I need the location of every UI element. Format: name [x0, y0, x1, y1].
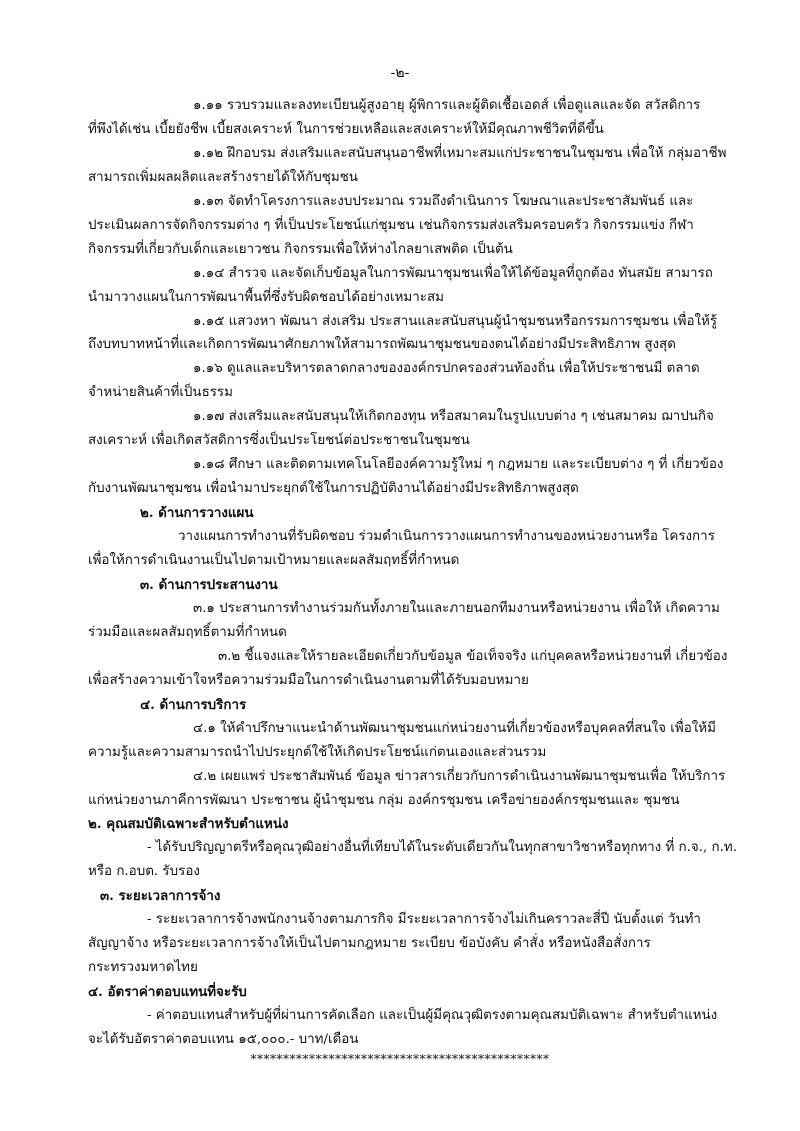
section-heading: ๒. ด้านการวางแผน	[140, 505, 254, 521]
text-line: เพื่อสร้างความเข้าใจหรือความร่วมมือในการดำเนินงานตามที่ได้รับมอบหมาย	[88, 673, 529, 688]
text-line: กระทรวงมหาดไทย	[88, 960, 198, 975]
text-line: กับงานพัฒนาชุมชน เพื่อนำมาประยุกต์ใช้ในการปฏิบัติงานได้อย่างมีประสิทธิภาพสูงสุด	[88, 481, 579, 496]
text-line: ๑.๑๔ สำรวจ และจัดเก็บข้อมูลในการพัฒนาชุมชนเพื่อให้ได้ข้อมูลที่ถูกต้อง ทันสมัย สามารถ	[193, 266, 713, 281]
text-line: ๑.๑๘ ศึกษา และติดตามเทคโนโลยีองค์ความรู้ใหม่ ๆ กฎหมาย และระเบียบต่าง ๆ ที่ เกี่ยวข้อง	[193, 457, 724, 472]
page-number: -๒-	[390, 65, 410, 81]
text-line: วางแผนการทำงานที่รับผิดชอบ ร่วมดำเนินการวางแผนการทำงานของหน่วยงานหรือ โครงการ	[178, 529, 715, 544]
section-heading: ๓. ระยะเวลาการจ้าง	[100, 888, 221, 904]
text-line: - ได้รับปริญญาตรีหรือคุณวุฒิอย่างอื่นที่เทียบได้ในระดับเดียวกันในทุกสาขาวิชาหรือทุกทาง ที่ ก.จ., ก.ท.	[147, 840, 737, 855]
text-line: ความรู้และความสามารถนำไปประยุกต์ใช้ให้เกิดประโยชน์แก่ตนเองและส่วนรวม	[88, 745, 547, 760]
text-line: ๓.๑ ประสานการทำงานร่วมกันทั้งภายในและภายนอกทีมงานหรือหน่วยงาน เพื่อให้ เกิดความ	[193, 601, 720, 616]
text-line: จะได้รับอัตราค่าตอบแทน ๑๕,๐๐๐.- บาท/เดือน	[88, 1032, 359, 1047]
text-line: แก่หน่วยงานภาคีการพัฒนา ประชาชน ผู้นำชุมชน กลุ่ม องค์กรชุมชน เครือข่ายองค์กรชุมชนและ ชุมชน	[88, 793, 680, 808]
text-line: ๑.๑๕ แสวงหา พัฒนา ส่งเสริม ประสานและสนับสนุนผู้นำชุมชนหรือกรรมการชุมชน เพื่อให้รู้	[193, 314, 718, 329]
text-line: ๔.๒ เผยแพร่ ประชาสัมพันธ์ ข้อมูล ข่าวสารเกี่ยวกับการดำเนินงานพัฒนาชุมชนเพื่อ ให้บริการ	[193, 769, 726, 784]
text-line: ๑.๑๓ จัดทำโครงการและงบประมาณ รวมถึงดำเนินการ โฆษณาและประชาสัมพันธ์ และ	[193, 194, 694, 209]
section-heading: ๒. คุณสมบัติเฉพาะสำหรับตำแหน่ง	[88, 816, 289, 832]
text-line: จำหน่ายสินค้าที่เป็นธรรม	[88, 385, 233, 400]
text-line: ๑.๑๒ ฝึกอบรม ส่งเสริมและสนับสนุนอาชีพที่เหมาะสมแก่ประชาชนในชุมชน เพื่อให้ กลุ่มอาชีพ	[193, 146, 727, 161]
text-line: ประเมินผลการจัดกิจกรรมต่าง ๆ ที่เป็นประโยชน์แก่ชุมชน เช่นกิจกรรมส่งเสริมครอบครัว กิจกรรมแข่ง กีฬา	[88, 218, 694, 233]
text-line: กิจกรรมที่เกี่ยวกับเด็กและเยาวชน กิจกรรมเพื่อให้ห่างไกลยาเสพติด เป็นต้น	[88, 242, 513, 257]
text-line: ๑.๑๖ ดูแลและบริหารตลาดกลางขององค์กรปกครองส่วนท้องถิ่น เพื่อให้ประชาชนมี ตลาด	[193, 361, 700, 376]
text-line: สามารถเพิ่มผลผลิตและสร้างรายได้ให้กับชุมชน	[88, 170, 358, 185]
text-line: ๓.๒ ชี้แจงและให้รายละเอียดเกี่ยวกับข้อมูล ข้อเท็จจริง แก่บุคคลหรือหน่วยงานที่ เกี่ยวข้อง	[218, 649, 728, 664]
section-heading: ๔. อัตราค่าตอบแทนที่จะรับ	[88, 984, 247, 1000]
text-line: ร่วมมือและผลสัมฤทธิ์ตามที่กำหนด	[88, 625, 287, 640]
end-rule: **********************************************	[250, 1052, 550, 1066]
text-line: ถึงบทบาทหน้าที่และเกิดการพัฒนาศักยภาพให้สามารถพัฒนาชุมชนของตนได้อย่างมีประสิทธิภาพ สูงสุด	[88, 337, 676, 352]
text-line: ๑.๑๗ ส่งเสริมและสนับสนุนให้เกิดกองทุน หรือสมาคมในรูปแบบต่าง ๆ เช่นสมาคม ฌาปนกิจ	[193, 409, 714, 424]
text-line: นำมาวางแผนในการพัฒนาพื้นที่ซึ่งรับผิดชอบได้อย่างเหมาะสม	[88, 290, 444, 305]
text-line: ๔.๑ ให้คำปรึกษาแนะนำด้านพัฒนาชุมชนแก่หน่วยงานที่เกี่ยวข้องหรือบุคคลที่สนใจ เพื่อให้มี	[193, 721, 716, 736]
text-line: - ค่าตอบแทนสำหรับผู้ที่ผ่านการคัดเลือก และเป็นผู้มีคุณวุฒิตรงตามคุณสมบัติเฉพาะ สำหรับตำแหน่ง	[147, 1008, 718, 1023]
section-heading: ๔. ด้านการบริการ	[140, 697, 247, 713]
text-line: สัญญาจ้าง หรือระยะเวลาการจ้างให้เป็นไปตามกฎหมาย ระเบียบ ข้อบังคับ คำสั่ง หรือหนังสือสั่งการ	[88, 936, 651, 951]
text-line: ๑.๑๑ รวบรวมและลงทะเบียนผู้สูงอายุ ผู้พิการและผู้ติดเชื้อเอดส์ เพื่อดูแลและจัด สวัสดิการ	[193, 98, 701, 113]
text-line: - ระยะเวลาการจ้างพนักงานจ้างตามภารกิจ มีระยะเวลาการจ้างไม่เกินคราวละสี่ปี นับตั้งแต่ วันทำ	[147, 912, 701, 927]
section-heading: ๓. ด้านการประสานงาน	[140, 577, 278, 593]
text-line: เพื่อให้การดำเนินงานเป็นไปตามเป้าหมายและผลสัมฤทธิ์ที่กำหนด	[88, 553, 460, 568]
text-line: หรือ ก.อบต. รับรอง	[88, 864, 200, 879]
text-line: สงเคราะห์ เพื่อเกิดสวัสดิการซึ่งเป็นประโยชน์ต่อประชาชนในชุมชน	[88, 433, 470, 448]
text-line: ที่พึงได้เช่น เบี้ยยังชีพ เบี้ยสงเคราะห์ ในการช่วยเหลือและสงเคราะห์ให้มีคุณภาพชีวิตที่ดีขึ้น	[88, 122, 604, 137]
